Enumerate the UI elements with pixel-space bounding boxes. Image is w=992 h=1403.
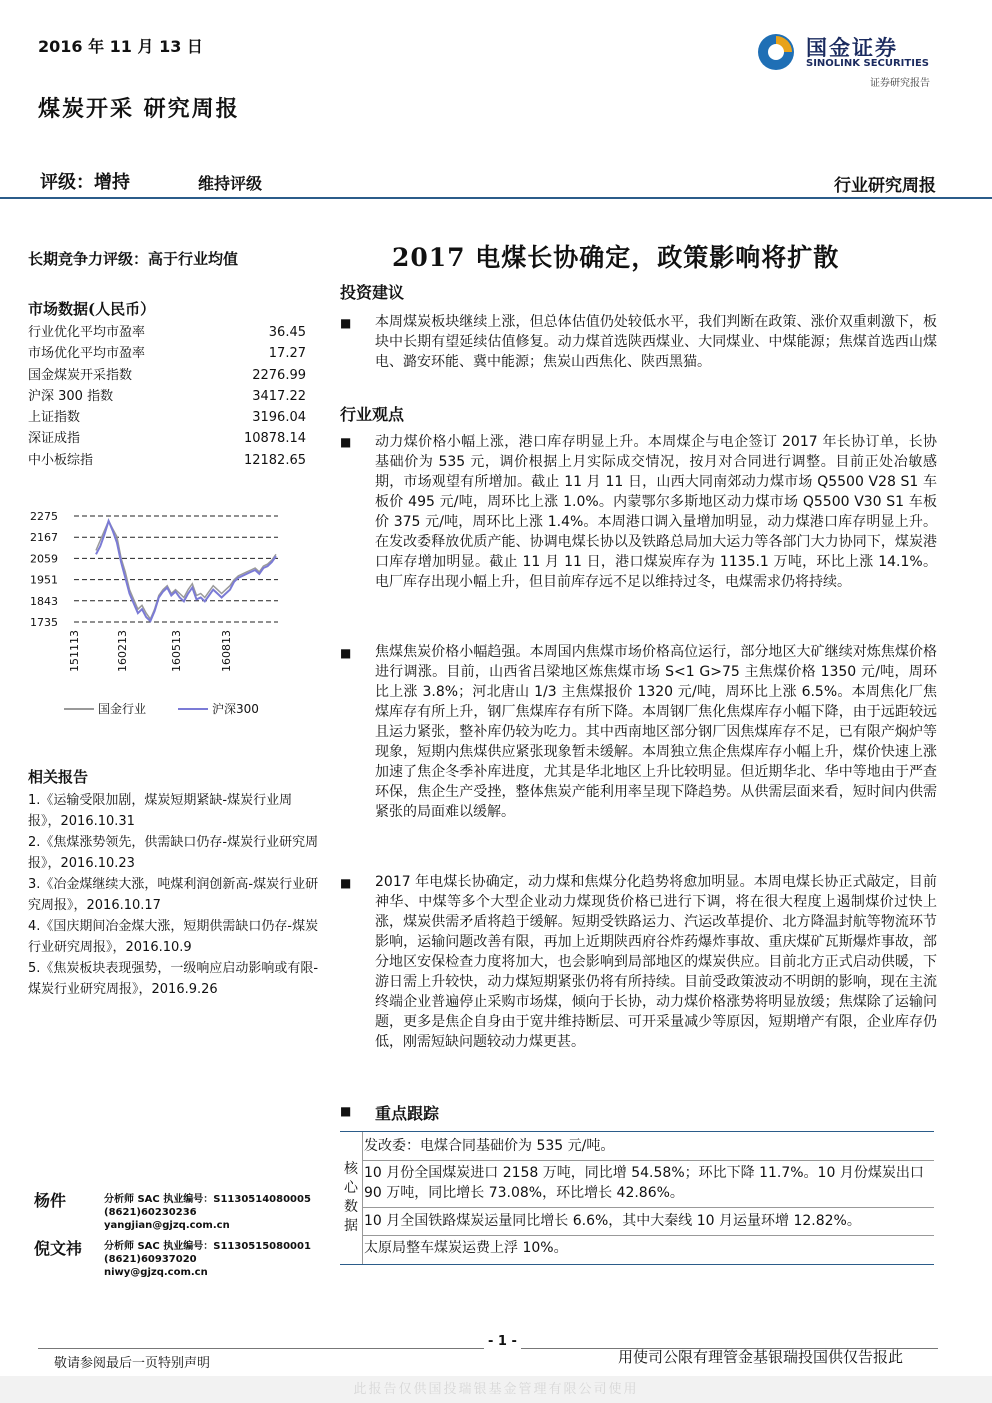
rating-action: 维持评级 <box>198 174 263 193</box>
row-divider <box>363 1207 934 1208</box>
analyst-name: 杨件 <box>34 1191 67 1210</box>
market-data-row <box>28 407 306 428</box>
key-data-row: 10 月份全国煤炭进口 2158 万吨，同比增 54.58%；环比下降 11.7%。10 月份煤炭出口 90 万吨，同比增长 73.08%，环比增长 42.86%。 <box>364 1165 924 1201</box>
section-key-title: 重点跟踪 <box>375 1104 440 1123</box>
market-data-row <box>28 428 306 449</box>
logo-subtitle: 证券研究报告 <box>870 78 930 89</box>
chart-y-tick: 1843 <box>30 594 58 608</box>
analyst-info <box>104 1193 311 1232</box>
key-label-char: 心 <box>344 1180 358 1196</box>
report-date: 2016 年 11 月 13 日 <box>38 37 203 56</box>
key-label-char: 核 <box>344 1161 358 1177</box>
market-data-value: 10878.14 <box>243 431 306 447</box>
chart-legend-label: 沪深300 <box>212 702 259 716</box>
page-number: - 1 - <box>484 1334 521 1349</box>
analyst-email[interactable]: niwy@gjzq.com.cn <box>104 1267 208 1278</box>
view-paragraph-3: 2017 年电煤长协确定，动力煤和焦煤分化趋势将愈加明显。本周电煤长协正式敲定，目前神华、中煤等多个大型企业动力煤现货价格已进行下调，将在很大程度上遏制煤价过快上涨，煤炭供需矛盾将趋于缓解。短期受铁路运力、汽运改革提价、北方降温封航等物流环节影响，运输问题改善有限，再加上近期陕西府谷炸药爆炸事故、重庆煤矿瓦斯爆炸事故，部分地区安保检查力度将加大，也会影响到局部地区的煤炭供应。目前北方正式启动供暖，下游日需上升较快，动力煤短期紧张仍将有所持续。目前受政策波动不明朗的影响，现在主流终端企业普遍停止采购市场煤，倾向于长协，动力煤价格涨势将明显放缓；焦煤除了运输问题，更多是焦企自身由于宽井维持断层、可开采量减少等原因，短期增产有限，企业库存仍低，刚需短缺问题较动力煤更甚。 <box>375 874 937 1050</box>
market-data-label: 深证成指 <box>28 431 81 447</box>
row-divider <box>363 1160 934 1161</box>
related-report-item[interactable]: 4.《国庆期间冶金煤大涨，短期供需缺口仍存-煤炭行业研究周报》，2016.10.9 <box>28 919 319 955</box>
market-data-label: 沪深 300 指数 <box>28 388 114 404</box>
related-reports-title: 相关报告 <box>28 768 89 786</box>
key-data-row: 发改委：电煤合同基础价为 535 元/吨。 <box>364 1138 615 1154</box>
key-data-table <box>340 1131 934 1265</box>
market-data-row <box>28 386 306 407</box>
report-series-title: 煤炭开采 研究周报 <box>38 96 240 122</box>
related-report-item[interactable]: 5.《焦炭板块表现强势，一级响应启动影响或有限-煤炭行业研究周报》，2016.9.26 <box>28 961 319 997</box>
market-data-value: 12182.65 <box>243 452 306 468</box>
long-term-rating: 长期竞争力评级：高于行业均值 <box>28 250 239 268</box>
header-divider <box>0 197 992 199</box>
market-data-row <box>28 450 306 471</box>
market-data-value: 36.45 <box>268 325 306 340</box>
chart-x-tick: 160213 <box>116 630 129 672</box>
related-report-item[interactable]: 2.《焦煤涨势领先，供需缺口仍存-煤炭行业研究周报》，2016.10.23 <box>28 835 319 871</box>
key-label-char: 据 <box>344 1218 358 1234</box>
view-paragraph-1: 动力煤价格小幅上涨，港口库存明显上升。本周煤企与电企签订 2017 年长协订单，长协基础价为 535 元，调价根据上月实际成交情况，按月对合同进行调整。目前正处冶敏感期，市场观望有所增加。截止 11 月 11 日，山西大同南郊动力煤市场 Q5500 V28 S1 车板价 495 元/吨，周环比上涨 1.0%。内蒙鄂尔多斯地区动力煤市场 Q5500 V30 S1 车板价 375 元/吨，周环比上涨 1.4%。本周港口调入量增加明显，动力煤港口库存明显上升。在发改委释放优质产能、协调电煤长协以及铁路总局加大运力等各部门大力协同下，煤炭港口库存增加明显。截止 11 月 11 日，港口煤炭库存为 1135.1 万吨，环比上涨 14.1%。电厂库存出现小幅上升，但目前库存远不足以维持过冬，电煤需求仍将持续。 <box>375 434 937 590</box>
bullet-square-icon: ■ <box>340 646 352 660</box>
key-data-row: 太原局整车煤炭运费上浮 10%。 <box>364 1240 568 1256</box>
bullet-square-icon: ■ <box>340 1104 352 1118</box>
market-data-row <box>28 365 306 386</box>
market-data-table <box>28 322 306 471</box>
chart-x-tick: 160513 <box>170 630 183 672</box>
report-type: 行业研究周报 <box>834 176 936 196</box>
rating: 评级：增持 <box>40 172 130 193</box>
bullet-square-icon: ■ <box>340 316 352 330</box>
analyst-info <box>104 1240 311 1279</box>
market-data-value: 3417.22 <box>252 388 306 404</box>
chart-y-tick: 2059 <box>30 552 58 566</box>
bullet-square-icon: ■ <box>340 876 352 890</box>
section-view-title: 行业观点 <box>340 405 405 424</box>
footer-disclaimer: 敬请参阅最后一页特别声明 <box>54 1356 211 1371</box>
index-line-chart <box>28 500 288 730</box>
chart-x-tick: 160813 <box>220 630 233 672</box>
watermark-bar: 此报告仅供国投瑞银基金管理有限公司使用 <box>0 1376 992 1403</box>
related-reports-list <box>28 790 320 1000</box>
market-data-label: 中小板综指 <box>28 452 94 468</box>
related-report-item[interactable]: 3.《冶金煤继续大涨，吨煤利润创新高-煤炭行业研究周报》，2016.10.17 <box>28 877 319 913</box>
main-title: 2017 电煤长协确定，政策影响将扩散 <box>392 243 840 272</box>
key-label-char: 数 <box>344 1199 358 1215</box>
related-report-item[interactable]: 1.《运输受限加剧，煤炭短期紧缺-煤炭行业周报》，2016.10.31 <box>28 793 293 829</box>
row-divider <box>363 1235 934 1236</box>
market-data-label: 市场优化平均市盈率 <box>28 346 146 362</box>
market-data-label: 国金煤炭开采指数 <box>28 367 133 383</box>
analyst-name: 倪文祎 <box>34 1239 83 1258</box>
index-chart <box>28 500 288 730</box>
analyst-sac: 分析师 SAC 执业编号：S1130514080005 <box>104 1194 311 1205</box>
logo-text-en: SINOLINK SECURITIES <box>806 58 929 69</box>
analyst-phone: (8621)60230236 <box>104 1207 197 1218</box>
chart-y-tick: 1735 <box>30 616 58 629</box>
analyst-email[interactable]: yangjian@gjzq.com.cn <box>104 1220 230 1231</box>
analyst-sac: 分析师 SAC 执业编号：S1130515080001 <box>104 1241 311 1252</box>
view-paragraph-2: 焦煤焦炭价格小幅趋强。本周国内焦煤市场价格高位运行，部分地区大矿继续对炼焦煤价格进行调涨。目前，山西省吕梁地区炼焦煤市场 S<1 G>75 主焦煤价格 1350 元/吨，周环比上涨 3.8%；河北唐山 1/3 主焦煤报价 1320 元/吨，周环比上涨 6.5%。本周焦化厂焦煤库存有所上升，钢厂焦煤库存有所下降。本周钢厂焦化焦煤库存小幅下降，由于远距较远且运力紧张，整补库仍较为吃力。其中西南地区部分钢厂因焦煤库存不足，已有限产焖炉等现象，短期内焦煤供应紧张现象暂未缓解。本周独立焦企焦煤库存小幅上升，煤价快速上涨加速了焦企冬季补库进度，尤其是华北地区上升比较明显。但近期华北、华中等地由于严查环保，焦企生产受挫，整体焦炭产能利用率呈现下降趋势。从供需层面来看，短时间内供需紧张的局面难以缓解。 <box>375 644 937 820</box>
logo-mark-icon <box>756 32 796 72</box>
logo-text-cn: 国金证券 <box>806 36 898 60</box>
market-data-row <box>28 322 306 343</box>
market-data-label: 上证指数 <box>28 410 81 426</box>
company-logo <box>756 32 956 92</box>
market-data-value: 2276.99 <box>252 367 306 383</box>
chart-y-tick: 1951 <box>30 573 58 587</box>
invest-paragraph: 本周煤炭板块继续上涨，但总体估值仍处较低水平，我们判断在政策、涨价双重刺激下，板块中长期有望延续估值修复。动力煤首选陕西煤业、大同煤业、中煤能源；焦煤首选西山煤电、潞安环能、冀中能源；焦炭山西焦化、陕西黑猫。 <box>375 314 937 370</box>
chart-x-tick: 151113 <box>68 630 81 672</box>
footer-notice: 用使司公限有理管金基银瑞投国供仅告报此 <box>618 1348 904 1366</box>
market-data-label: 行业优化平均市盈率 <box>28 325 146 340</box>
chart-legend-label: 国金行业 <box>98 702 147 716</box>
section-invest-title: 投资建议 <box>340 283 405 302</box>
market-data-title: 市场数据(人民币） <box>28 300 156 318</box>
market-data-value: 17.27 <box>268 346 306 362</box>
market-data-row <box>28 343 306 364</box>
chart-y-tick: 2167 <box>30 531 58 545</box>
key-data-label <box>340 1132 363 1264</box>
chart-y-tick: 2275 <box>30 510 58 523</box>
market-data-value: 3196.04 <box>252 410 306 426</box>
analyst-phone: (8621)60937020 <box>104 1254 197 1265</box>
bullet-square-icon: ■ <box>340 435 352 449</box>
key-data-row: 10 月全国铁路煤炭运量同比增长 6.6%，其中大秦线 10 月运量环增 12.82%。 <box>364 1213 861 1229</box>
